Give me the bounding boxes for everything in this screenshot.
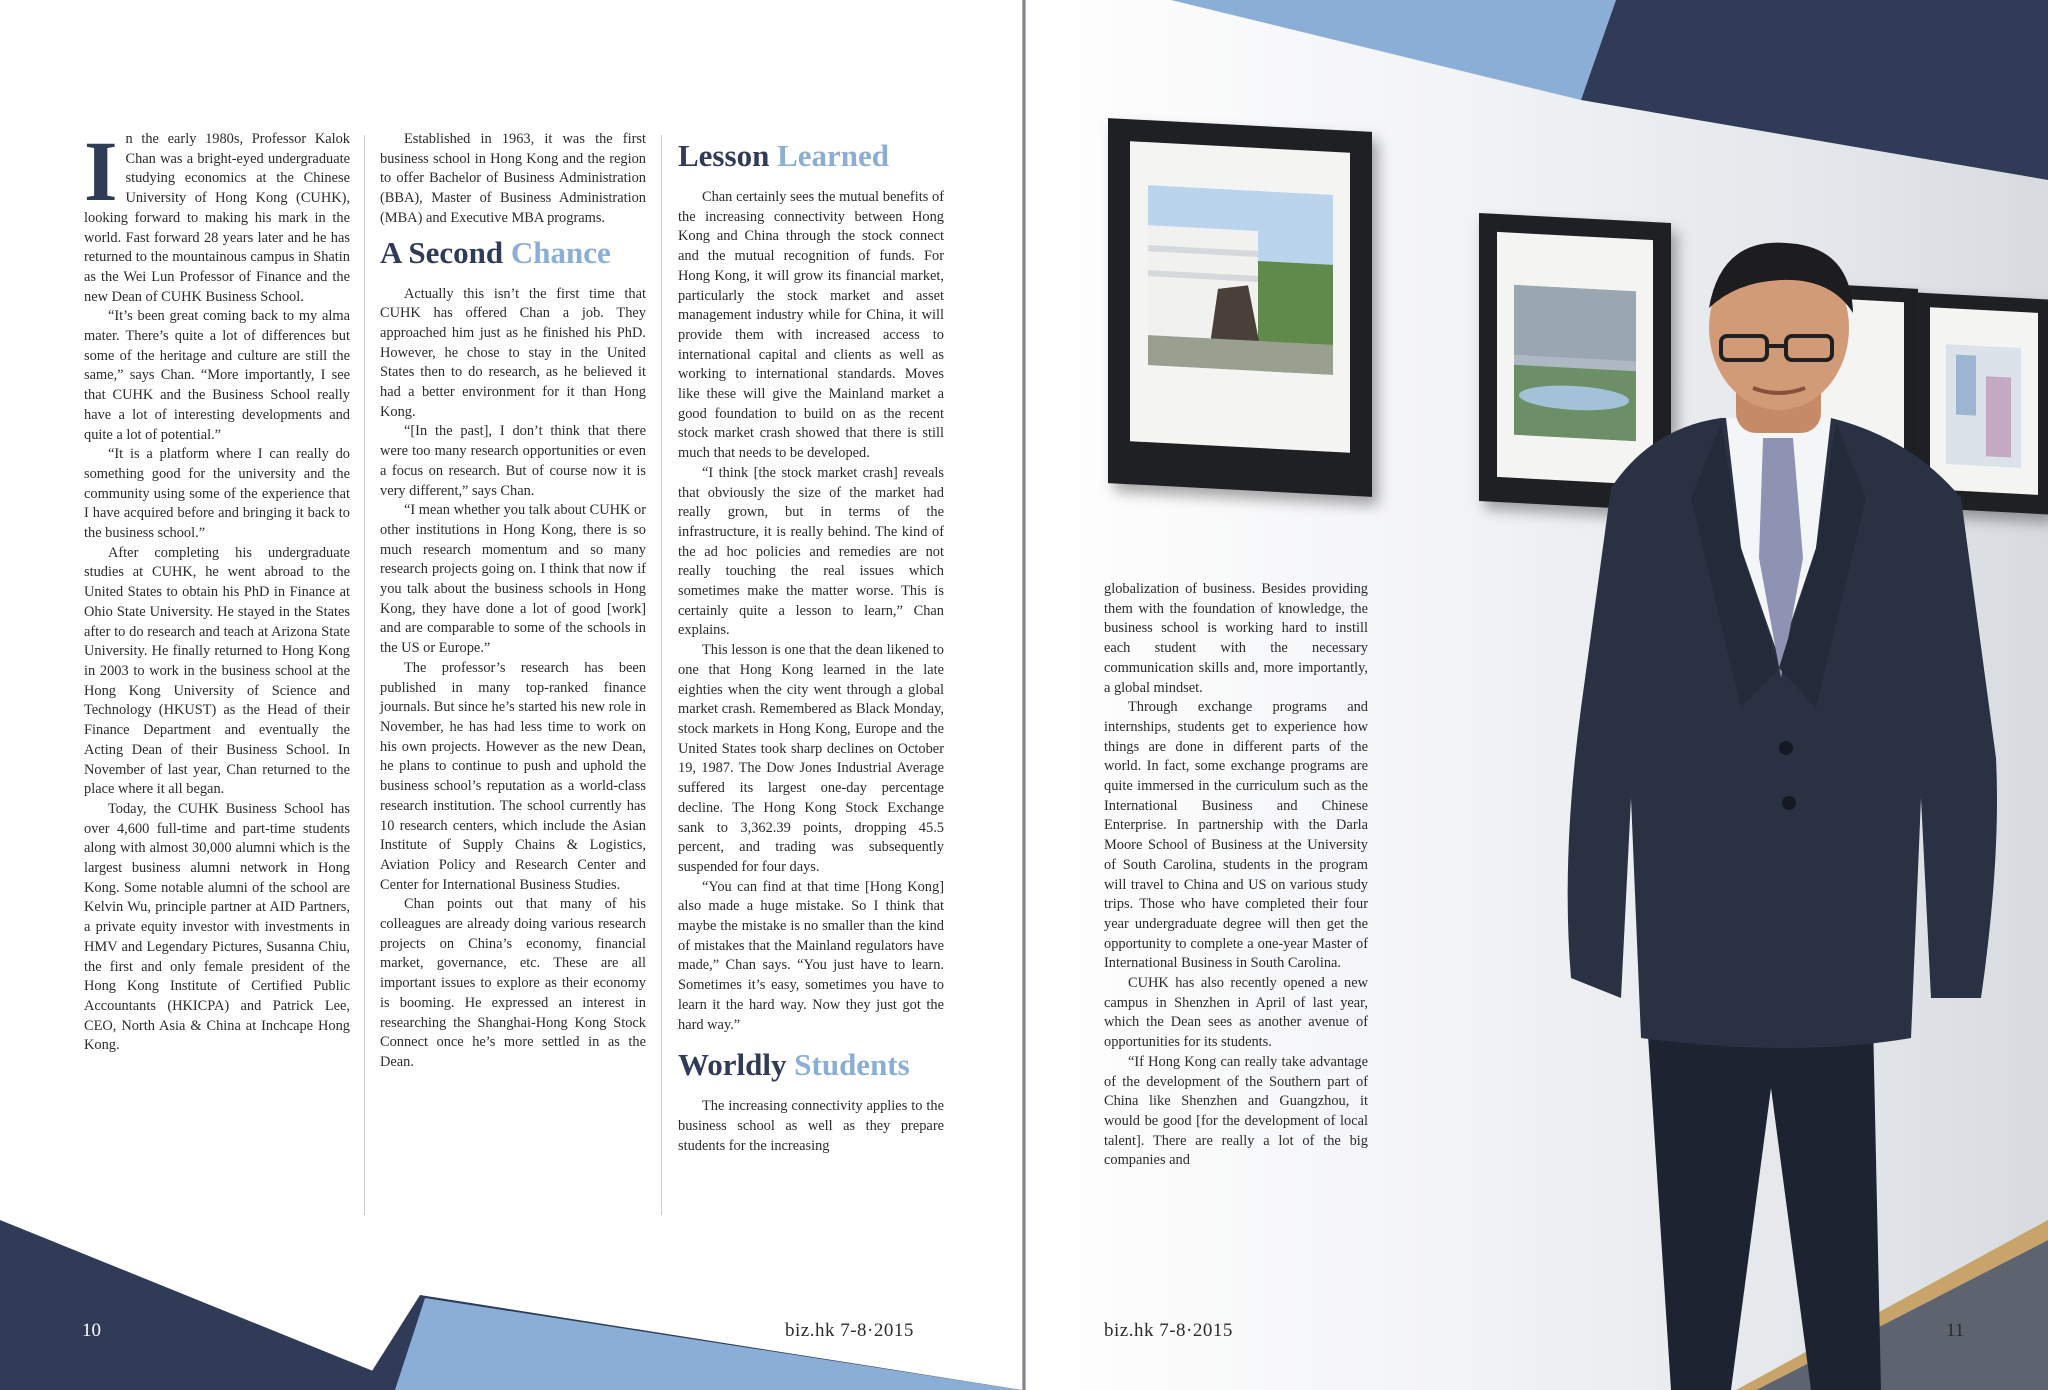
paragraph: “If Hong Kong can really take advantage of the development of the Southern part of China like Shenzhen and Guangzhou, it would be good [for the development of local talent]. There are really a lot of the big companies and — [1104, 1053, 1368, 1169]
section-heading-lesson-learned: Lesson Learned — [678, 138, 889, 173]
footer-publication: biz.hk 7-8·2015 — [785, 1320, 914, 1341]
right-text-column — [1104, 580, 1394, 1171]
paragraph: Through exchange programs and internships, students get to experience how things are done in different parts of the world. In fact, some exchange programs are quite immersed in the curriculum such as the International Business and Chinese Enterprise. In partnership with the Darla Moore School of Business at the University of South Carolina, students in the program will travel to China and US on various study trips. Those who have completed their four year undergraduate degree will then get the opportunity to complete a one-year Master of International Business in South Carolina. — [1104, 699, 1368, 972]
paragraph: globalization of business. Besides providing them with the foundation of knowledge, the business school is working hard to instill each student with the necessary communication skills and, more importantly, a global mindset. — [1104, 581, 1368, 696]
paragraph: “It is a platform where I can really do something good for the university and the community using some of the experience that I have acquired before and bringing it back to the business school.” — [84, 446, 350, 542]
left-page — [0, 0, 1022, 1390]
paragraph: Established in 1963, it was the first business school in Hong Kong and the region to offer Bachelor of Business Administration (BBA), Master of Business Administration (MBA) and Executive MBA programs. — [380, 131, 646, 226]
bottom-navy-shape — [0, 1210, 1022, 1390]
paragraph: “[In the past], I don’t think that there were too many research opportunities or even a focus on research. But of course now it is very different,” says Chan. — [380, 423, 646, 499]
paragraph: “You can find at that time [Hong Kong] also made a huge mistake. So I think that maybe the mistake is no smaller than the kind of mistakes that the Mainland regulators have made,” Chan says. “You just have to learn. Sometimes it’s easy, sometimes you have to learn it the hard way. Now they just got the hard way.” — [678, 878, 944, 1033]
column-rule — [364, 135, 365, 1215]
drop-cap: I — [84, 123, 118, 219]
page-number: 11 — [1946, 1320, 1965, 1341]
section-heading-worldly-students: Worldly Students — [678, 1047, 910, 1083]
paragraph: “I mean whether you talk about CUHK or other institutions in Hong Kong, there is so much research momentum and so many research projects going on. I think that now if you talk about the business schools in Hong Kong, they have done a lot of good [work] and are comparable to some of the schools in the US or Europe.” — [380, 502, 646, 657]
paragraph: Chan certainly sees the mutual benefits of the increasing connectivity between Hong Kong and China through the stock connect and the mutual recognition of funds. For Hong Kong, it will grow its financial market, particularly the stock market and asset management industry while for China, it will provide them with increased access to international capital and clients as well as working to international standards. Moves like these will give the Mainland market a good foundation to build on as the recent stock market crash showed that there is still much that needs to be developed. — [678, 189, 944, 462]
paragraph: Chan points out that many of his colleagues are already doing various research projects on China’s economy, financial market, governance, etc. These are all important issues to explore as their economy is booming. He expressed an interest in researching the Shanghai-Hong Kong Stock Connect once he’s more settled in as the Dean. — [380, 896, 646, 1070]
paragraph: After completing his undergraduate studies at CUHK, he went abroad to the United States to obtain his PhD in Finance at Ohio State University. He stayed in the States after to do research and teach at Arizona State University. He finally returned to Hong Kong in 2003 to work in the business school at the Hong Kong University of Science and Technology (HKUST) as the Head of their Finance Department and eventually the Acting Dean of their Business School. In November of last year, Chan returned to the place where it all began. — [84, 544, 350, 798]
column-3 — [678, 136, 944, 1156]
column-rule — [661, 135, 662, 1215]
column-2 — [380, 130, 646, 1073]
page-number: 10 — [82, 1320, 101, 1341]
right-page — [1026, 0, 2048, 1390]
column-1 — [84, 123, 350, 1056]
paragraph: The increasing connectivity applies to the business school as well as they prepare students for the increasing — [678, 1098, 944, 1154]
portrait-dean — [1531, 238, 2021, 1390]
footer-publication: biz.hk 7-8·2015 — [1104, 1320, 1233, 1341]
paragraph: The professor’s research has been published in many top-ranked finance journals. But since he’s started his new role in November, he has had less time to work on his own projects. However as the new Dean, he plans to continue to push and uphold the business school’s reputation as a world-class research institution. The school currently has 10 research centers, which include the Asian Institute of Supply Chains & Logistics, Aviation Policy and Research Center and Center for International Business Studies. — [380, 659, 646, 893]
section-heading-second-chance: A Second Chance — [380, 234, 611, 270]
picture-frame — [1108, 118, 1372, 497]
paragraph: CUHK has also recently opened a new campus in Shenzhen in April of last year, which the Dean sees as another avenue of opportunities for its students. — [1104, 975, 1368, 1051]
paragraph: Actually this isn’t the first time that CUHK has offered Chan a job. They approached him just as he finished his PhD. However, he chose to stay in the United States then to do research, as he believed it had a better environment for it than Hong Kong. — [380, 285, 646, 420]
paragraph: “I think [the stock market crash] reveals that obviously the size of the market had really grown, but in terms of the infrastructure, it is really behind. The kind of the ad hoc policies and remedies are not really touching the real issues which sometimes make the matter worse. This is certainly quite a lesson to learn,” Chan explains. — [678, 464, 944, 639]
paragraph: In the early 1980s, Professor Kalok Chan was a bright-eyed undergraduate studying economics at the Chinese University of Hong Kong (CUHK), looking forward to making his mark in the world. Fast forward 28 years later and he has returned to the mountainous campus in Shatin as the Wei Lun Professor of Finance and the new Dean of CUHK Business School. — [84, 123, 350, 305]
paragraph: This lesson is one that the dean likened to one that Hong Kong learned in the late eighties when the city went through a global market crash. Remembered as Black Monday, stock markets in Hong Kong, Europe and the United States took sharp declines on October 19, 1987. The Dow Jones Industrial Average suffered its largest one-day percentage decline. The Hong Kong Stock Exchange sank to 3,362.39 points, dropping 45.5 percent, and trading was subsequently suspended for four days. — [678, 642, 944, 875]
photo-campus — [1148, 185, 1333, 375]
paragraph: Today, the CUHK Business School has over 4,600 full-time and part-time students along with almost 30,000 alumni which is the largest business alumni network in Hong Kong. Some notable alumni of the school are Kelvin Wu, principle partner at AID Partners, a private equity investor with investments in HMV and Legendary Pictures, Susanna Chiu, the first and only female president of the Hong Kong Institute of Certified Public Accountants (HKICPA) and Patrick Lee, CEO, North Asia & China at Inchcape Hong Kong. — [84, 800, 350, 1054]
paragraph: “It’s been great coming back to my alma mater. There’s quite a lot of differences but some of the heritage and culture are still the same,” says Chan. “More importantly, I see that CUHK and the Business School really have a lot of interesting developments and quite a lot of potential.” — [84, 308, 350, 443]
